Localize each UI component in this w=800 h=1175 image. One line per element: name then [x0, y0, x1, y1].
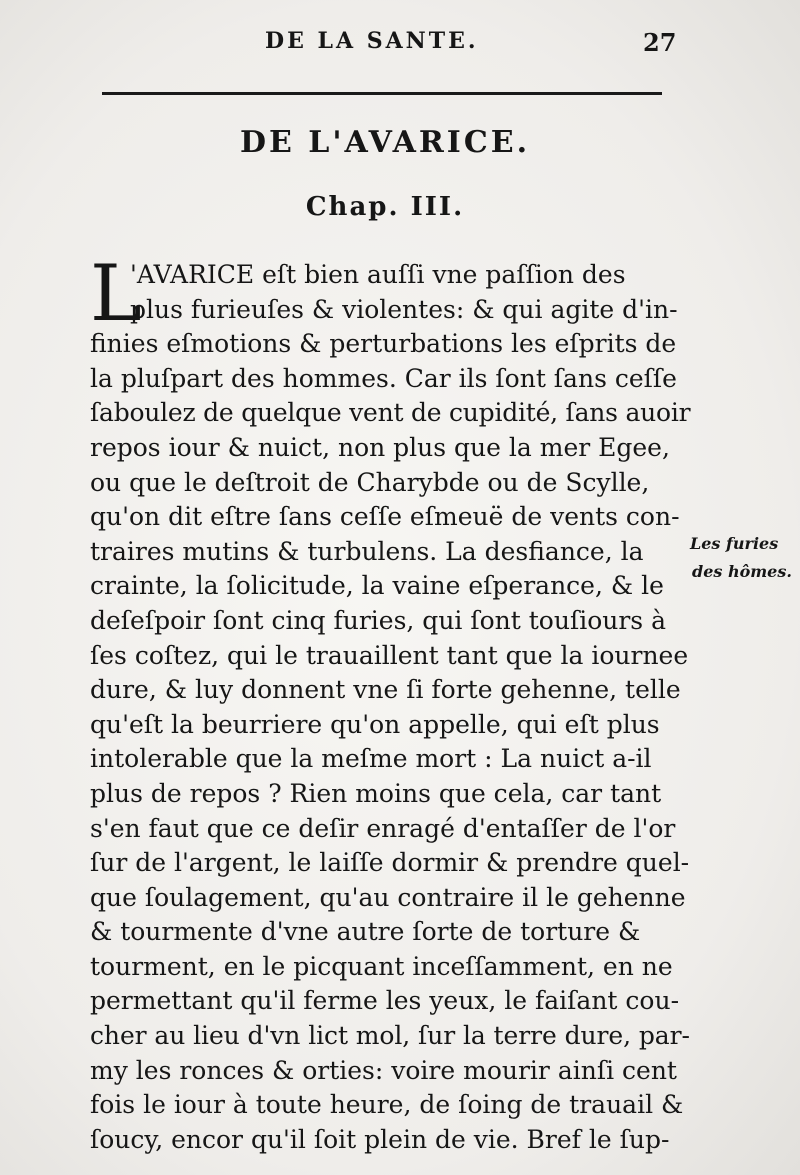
text-line: fois le iour à toute heure, de ſoing de trauail &	[90, 1090, 684, 1120]
text-line: intolerable que la meſme mort : La nuict a-il	[90, 744, 652, 774]
text-line: ou que le deſtroit de Charybde ou de Scylle,	[90, 467, 650, 497]
text-line: ſaboulez de quelque vent de cupidité, ſans auoir	[90, 398, 691, 428]
page-number: 27	[643, 28, 677, 57]
body-text	[90, 249, 691, 1157]
text-line: ſoucy, encor qu'il ſoit plein de vie. Bref le ſup-	[90, 1124, 670, 1154]
text-line: 'AVARICE eſt bien auſſi vne paſſion des	[130, 260, 626, 289]
text-line: qu'eſt la beurriere qu'on appelle, qui eſt plus	[90, 709, 660, 739]
text-line: la pluſpart des hommes. Car ils ſont ſans ceſſe	[90, 363, 677, 393]
drop-cap: L	[90, 249, 142, 339]
text-line: repos iour & nuict, non plus que la mer Egee,	[90, 432, 670, 462]
text-line: plus de repos ? Rien moins que cela, car tant	[90, 778, 662, 808]
running-head: DE LA SANTE.	[265, 28, 479, 54]
text-line: plus furieuſes & violentes: & qui agite d'in-	[130, 294, 678, 324]
header-rule	[102, 92, 662, 95]
text-line: tourment, en le picquant inceſſamment, en ne	[90, 951, 673, 981]
text-line: s'en faut que ce deſir enragé d'entaſſer de l'or	[90, 813, 676, 843]
margin-note	[690, 530, 798, 586]
text-line: cher au lieu d'vn lict mol, ſur la terre dure, par-	[90, 1021, 690, 1051]
text-line: & tourmente d'vne autre ſorte de torture &	[90, 917, 641, 947]
text-line: ſur de l'argent, le laiſſe dormir & prendre quel-	[90, 848, 690, 878]
text-line: dure, & luy donnent vne ſi forte gehenne, telle	[90, 675, 681, 705]
text-line: deſeſpoir ſont cinq furies, qui ſont touſiours à	[90, 605, 666, 635]
text-line: qu'on dit eſtre ſans ceſſe eſmeuë de vents con-	[90, 502, 680, 532]
text-line: traires mutins & turbulens. La desfiance, la	[90, 536, 644, 566]
margin-note-line: des hômes.	[692, 562, 792, 581]
text-line: finies eſmotions & perturbations les eſprits de	[90, 329, 677, 359]
text-line: que ſoulagement, qu'au contraire il le gehenne	[90, 882, 686, 912]
text-line: crainte, la ſolicitude, la vaine eſperance, & le	[90, 571, 664, 601]
text-line: ſes coſtez, qui le trauaillent tant que la iournee	[90, 640, 689, 670]
margin-note-line: Les furies	[690, 534, 779, 553]
page-header	[95, 28, 675, 62]
chapter-heading: Chap. III.	[305, 192, 465, 222]
text-line: my les ronces & orties: voire mourir ainſi cent	[90, 1055, 677, 1085]
section-title: DE L'AVARICE.	[239, 125, 531, 160]
text-line: permettant qu'il ferme les yeux, le faiſant cou-	[90, 986, 680, 1016]
